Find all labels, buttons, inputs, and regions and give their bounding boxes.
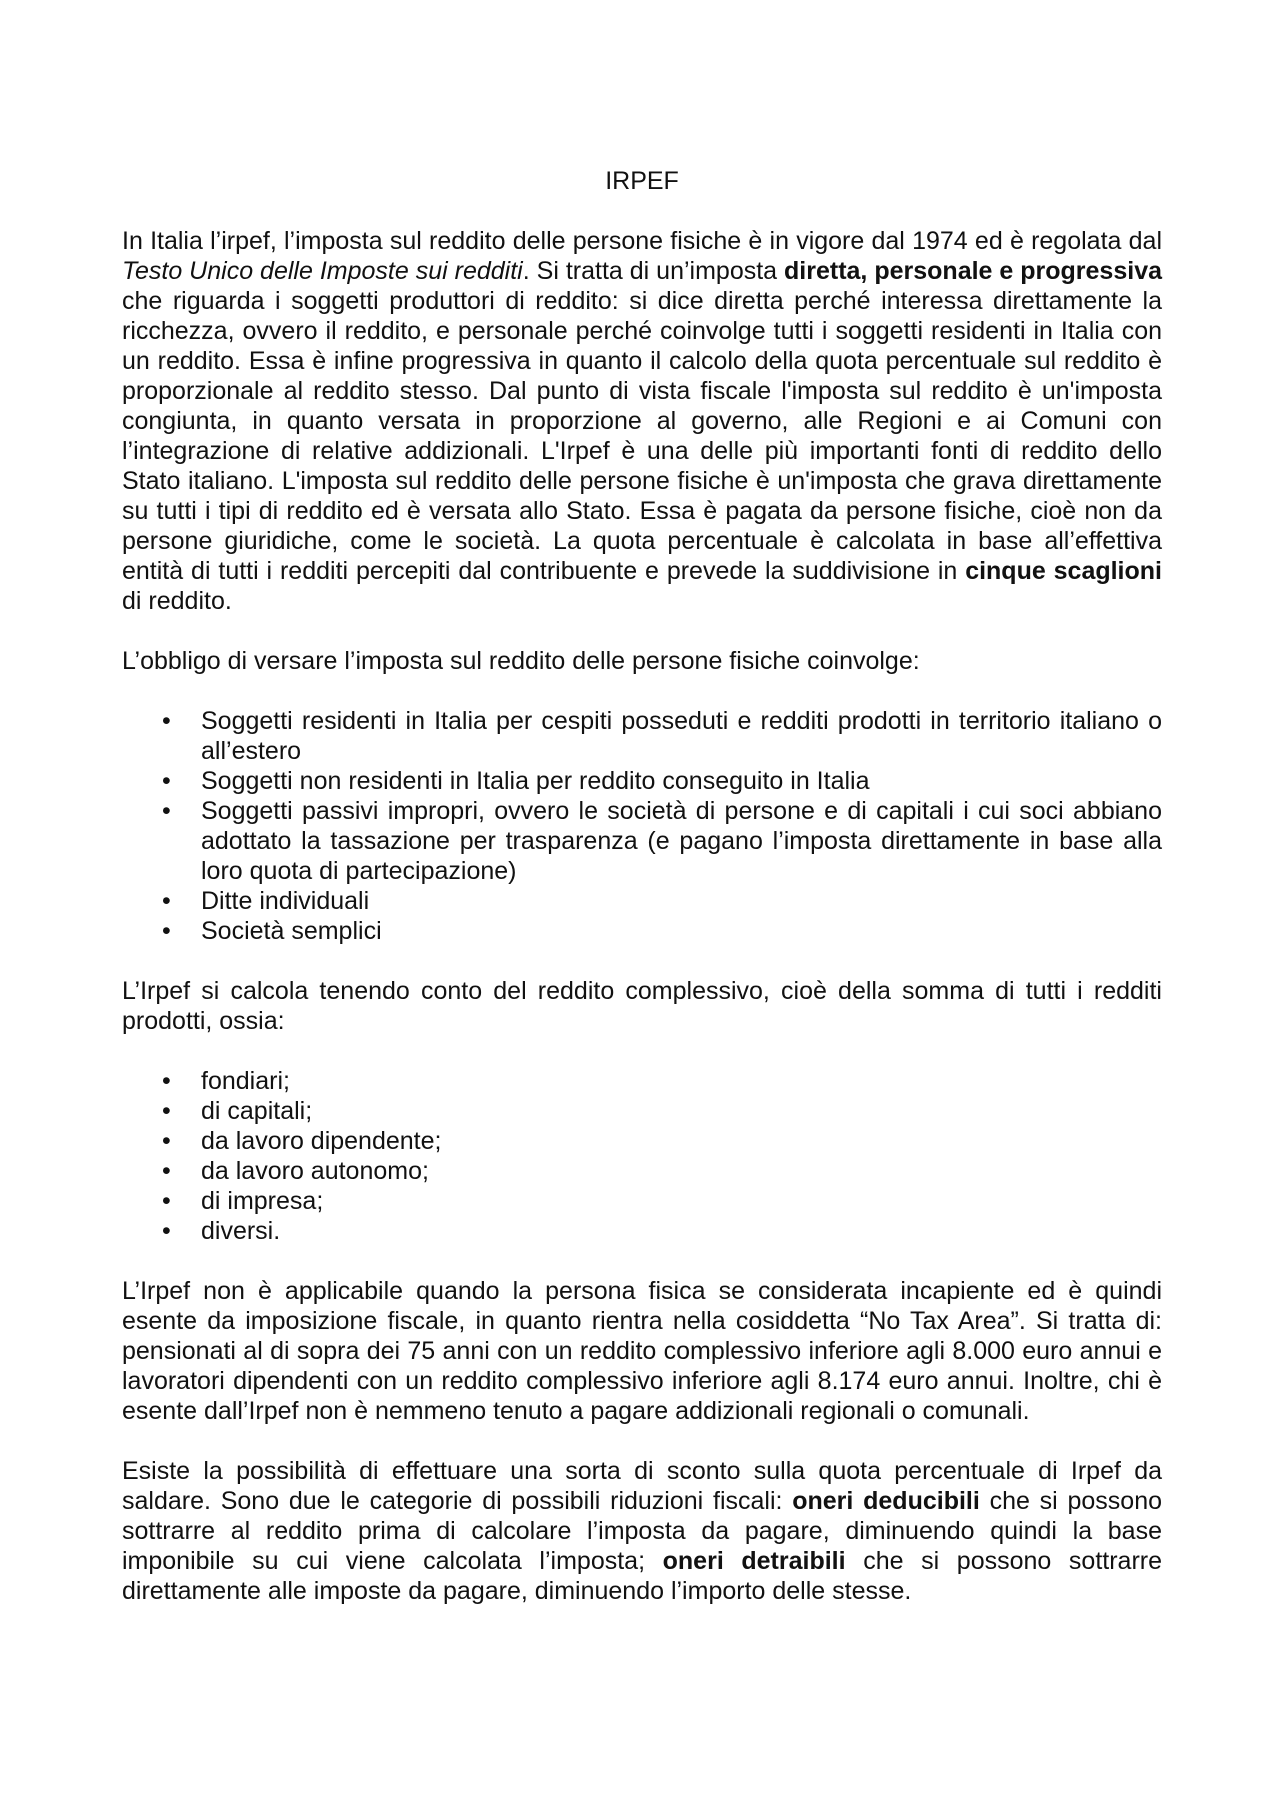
document-body xyxy=(122,166,1162,1636)
document-title: IRPEF xyxy=(605,167,679,195)
obligation-list xyxy=(122,706,1162,946)
list-item xyxy=(122,706,1162,766)
bullet-icon: • xyxy=(162,707,171,735)
bullet-icon: • xyxy=(162,767,171,795)
list-item xyxy=(122,1216,1162,1246)
list-item-text: da lavoro dipendente; xyxy=(201,1127,442,1155)
bullet-icon: • xyxy=(162,1097,171,1125)
bullet-icon: • xyxy=(162,887,171,915)
list-item-text: diversi. xyxy=(201,1217,281,1245)
list-item-text: Soggetti residenti in Italia per cespiti posseduti e redditi prodotti in territorio italiano o all’estero xyxy=(201,707,1162,765)
intro-text-2: . Si tratta di un’imposta xyxy=(522,257,785,285)
list-item xyxy=(122,1186,1162,1216)
intro-text-3: che riguarda i soggetti produttori di reddito: si dice diretta perché interessa direttamente la ricchezza, ovvero il reddito, e personale perché coinvolge tutti i soggetti residenti in Italia con un reddito. Essa è infine progressiva in quanto il calcolo della quota percentuale sul reddito è proporzionale al reddito stesso. Dal punto di vista fiscale l'imposta sul reddito è un'imposta congiunta, in quanto versata in proporzione al governo, alle Regioni e ai Comuni con l’integrazione di relative addizionali. L'Irpef è una delle più importanti fonti di reddito dello Stato italiano. L'imposta sul reddito delle persone fisiche è un'imposta che grava direttamente su tutti i tipi di reddito ed è versata allo Stato. Essa è pagata da persone fisiche, cioè non da persone giuridiche, come le società. La quota percentuale è calcolata in base all’effettiva entità di tutti i redditi percepiti dal contribuente e prevede la suddivisione in xyxy=(122,287,1162,585)
list-item xyxy=(122,1066,1162,1096)
bullet-icon: • xyxy=(162,1217,171,1245)
bullet-icon: • xyxy=(162,917,171,945)
list-item xyxy=(122,886,1162,916)
list-item-text: di capitali; xyxy=(201,1097,313,1125)
deductible-charges-bold: oneri deducibili xyxy=(792,1487,980,1515)
brackets-bold: cinque scaglioni xyxy=(965,557,1162,585)
list-item xyxy=(122,766,1162,796)
income-type-list xyxy=(122,1066,1162,1246)
deductions-text-1: Esiste la possibilità di effettuare una sorta di sconto sulla quota percentuale di Irpef da saldare. Sono due le categorie di possibili riduzioni fiscali: xyxy=(122,1457,1162,1515)
detractable-charges-bold: oneri detraibili xyxy=(662,1547,846,1575)
intro-text-1: In Italia l’irpef, l’imposta sul reddito delle persone fisiche è in vigore dal 1974 ed è regolata dal xyxy=(122,227,1162,255)
law-title: Testo Unico delle Imposte sui redditi xyxy=(122,257,523,285)
obligation-intro: L’obbligo di versare l’imposta sul reddito delle persone fisiche coinvolge: xyxy=(122,647,920,675)
deductions-text-3: che si possono sottrarre direttamente alle imposte da pagare, diminuendo l’importo delle stesse. xyxy=(122,1547,1162,1605)
list-item-text: Soggetti passivi impropri, ovvero le società di persone e di capitali i cui soci abbiano adottato la tassazione per trasparenza (e pagano l’imposta direttamente in base alla loro quota di partecipazione) xyxy=(201,797,1162,885)
bullet-icon: • xyxy=(162,1157,171,1185)
bullet-icon: • xyxy=(162,1127,171,1155)
bullet-icon: • xyxy=(162,1067,171,1095)
bullet-icon: • xyxy=(162,1187,171,1215)
tax-type-bold: diretta, personale e progressiva xyxy=(784,257,1162,285)
calculation-intro: L’Irpef si calcola tenendo conto del reddito complessivo, cioè della somma di tutti i redditi prodotti, ossia: xyxy=(122,977,1162,1035)
exemption-paragraph: L’Irpef non è applicabile quando la persona fisica se considerata incapiente ed è quindi esente da imposizione fiscale, in quanto rientra nella cosiddetta “No Tax Area”. Si tratta di: pensionati al di sopra dei 75 anni con un reddito complessivo inferiore agli 8.000 euro annui e lavoratori dipendenti con un reddito complessivo inferiore agli 8.174 euro annui. Inoltre, chi è esente dall’Irpef non è nemmeno tenuto a pagare addizionali regionali o comunali. xyxy=(122,1277,1162,1425)
list-item xyxy=(122,1156,1162,1186)
intro-text-4: di reddito. xyxy=(122,587,232,615)
list-item xyxy=(122,916,1162,946)
bullet-icon: • xyxy=(162,797,171,825)
list-item-text: Società semplici xyxy=(201,917,382,945)
list-item-text: Soggetti non residenti in Italia per reddito conseguito in Italia xyxy=(201,767,870,795)
deductions-text-2: che si possono sottrarre al reddito prima di calcolare l’imposta da pagare, diminuendo quindi la base imponibile su cui viene calcolata l’imposta; xyxy=(122,1487,1163,1575)
list-item-text: Ditte individuali xyxy=(201,887,370,915)
intro-paragraph xyxy=(122,226,1162,616)
list-item xyxy=(122,796,1162,886)
list-item-text: fondiari; xyxy=(201,1067,290,1095)
list-item-text: da lavoro autonomo; xyxy=(201,1157,429,1185)
list-item xyxy=(122,1096,1162,1126)
deductions-paragraph xyxy=(122,1456,1162,1606)
list-item-text: di impresa; xyxy=(201,1187,324,1215)
list-item xyxy=(122,1126,1162,1156)
